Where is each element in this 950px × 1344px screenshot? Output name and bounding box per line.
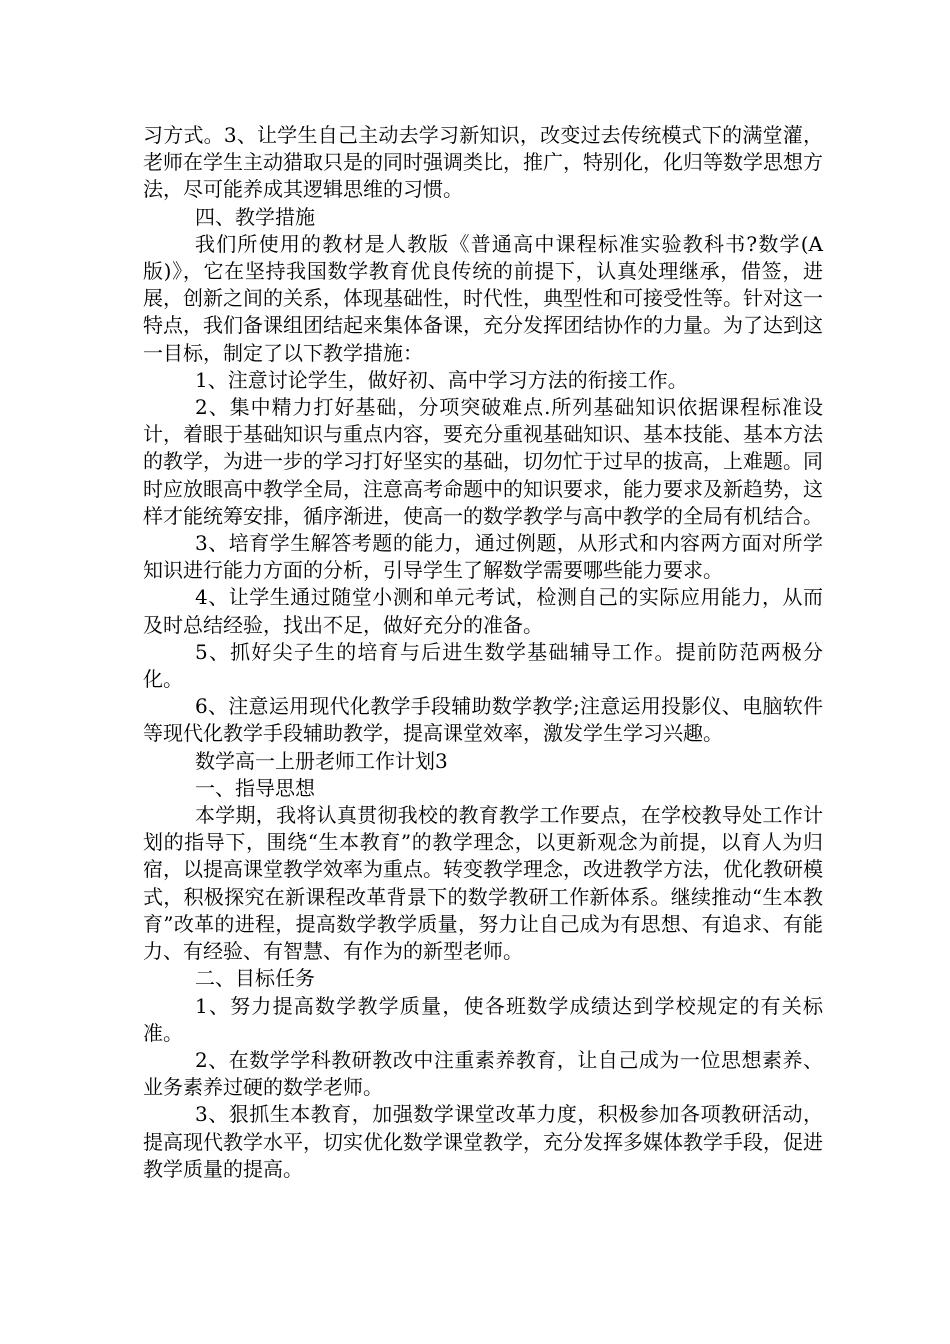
section-heading-goals: 二、目标任务 xyxy=(195,966,315,991)
document-subtitle: 数学高一上册老师工作计划3 xyxy=(195,748,448,773)
paragraph-textbook: 我们所使用的教材是人教版《普通高中课程标准实验教科书?数学(A版)》，它在坚持我国数学教育优良传统的前提下，认真处理继承，借签，进展，创新之间的关系，体现基础性，时代性，典型性和可接受性等。针对这一特点，我们备课组团结起来集体备课，充分发挥团结协作的力量。为了达到这一目标，制定了以下教学措施： xyxy=(143,231,823,365)
list-item-measure-1: 1、注意讨论学生，做好初、高中学习方法的衔接工作。 xyxy=(195,367,688,392)
list-item-measure-4: 4、让学生通过随堂小测和单元考试，检测自己的实际应用能力，从而及时总结经验，找出不足，做好充分的准备。 xyxy=(143,585,823,637)
section-heading-guiding-ideology: 一、指导思想 xyxy=(195,775,315,800)
list-item-goal-2: 2、在数学学科教研教改中注重素养教育，让自己成为一位思想素养、业务素养过硬的数学老师。 xyxy=(143,1047,823,1100)
paragraph-continuation: 习方式。3、让学生自己主动去学习新知识，改变过去传统模式下的满堂灌，老师在学生主动猎取只是的同时强调类比，推广，特别化，化归等数学思想方法，尽可能养成其逻辑思维的习惯。 xyxy=(143,123,823,202)
list-item-measure-6: 6、注意运用现代化教学手段辅助数学教学;注意运用投影仪、电脑软件等现代化教学手段辅助教学，提高课堂效率，激发学生学习兴趣。 xyxy=(143,694,823,746)
list-item-measure-2: 2、集中精力打好基础，分项突破难点.所列基础知识依据课程标准设计，着眼于基础知识与重点内容，要充分重视基础知识、基本技能、基本方法的教学，为进一步的学习打好坚实的基础，切勿忙于过早的拔高，上难题。同时应放眼高中教学全局，注意高考命题中的知识要求，能力要求及新趋势，这样才能统筹安排，循序渐进，使高一的数学教学与高中教学的全局有机结合。 xyxy=(143,395,823,528)
section-heading-teaching-measures: 四、教学措施 xyxy=(195,204,315,229)
document-body xyxy=(143,122,823,1183)
list-item-goal-1: 1、努力提高数学教学质量，使各班数学成绩达到学校规定的有关标准。 xyxy=(143,993,823,1045)
list-item-goal-3: 3、狠抓生本教育，加强数学课堂改革力度，积极参加各项教研活动，提高现代教学水平，切实优化数学课堂教学，充分发挥多媒体教学手段，促进教学质量的提高。 xyxy=(143,1102,823,1181)
list-item-measure-3: 3、培育学生解答考题的能力，通过例题，从形式和内容两方面对所学知识进行能力方面的分析，引导学生了解数学需要哪些能力要求。 xyxy=(143,531,823,583)
list-item-measure-5: 5、抓好尖子生的培育与后进生数学基础辅导工作。提前防范两极分化。 xyxy=(143,639,823,692)
paragraph-semester-plan: 本学期，我将认真贯彻我校的教育教学工作要点，在学校教导处工作计划的指导下，围绕“生本教育”的教学理念，以更新观念为前提，以育人为归宿，以提高课堂教学效率为重点。转变教学理念，改进教学方法，优化教研模式，积极探究在新课程改革背景下的数学教研工作新体系。继续推动“生本教育”改革的进程，提高数学教学质量，努力让自己成为有思想、有追求、有能力、有经验、有智慧、有作为的新型老师。 xyxy=(143,803,823,964)
